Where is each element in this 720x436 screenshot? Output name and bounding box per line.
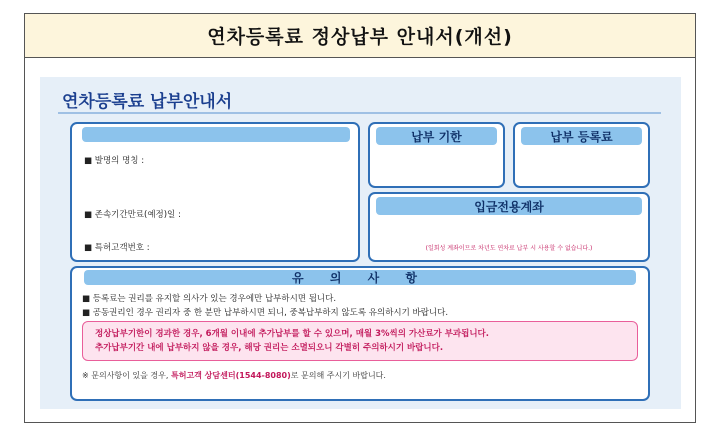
contact-info — [82, 370, 386, 381]
registration-fee-label: 납부 등록료 — [521, 127, 642, 145]
warning-line: 추가납부기간 내에 납부하지 않을 경우, 해당 권리는 소멸되오니 각별히 주의하시기 바랍니다. — [95, 343, 444, 353]
payment-deadline-label: 납부 기한 — [376, 127, 497, 145]
customer-center-link: 특허고객 상담센터(1544-8080) — [170, 371, 291, 380]
invention-name-field: ■ 발명의 명칭 : — [84, 156, 145, 166]
caution-heading: 유 의 사 항 — [84, 270, 636, 285]
account-note: (일회성 계좌이므로 차년도 연차료 납부 시 사용할 수 없습니다.) — [425, 245, 593, 252]
page-title: 연차등록료 정상납부 안내서(개선) — [25, 14, 695, 58]
title-divider — [58, 112, 661, 114]
caution-box — [70, 266, 650, 401]
deposit-account-box — [368, 192, 650, 262]
registration-fee-box — [513, 122, 650, 188]
payment-deadline-box — [368, 122, 505, 188]
contact-prefix: ※ 문의사항이 있을 경우, — [82, 371, 171, 380]
customer-number-field: ■ 특허고객번호 : — [84, 243, 150, 253]
rights-info-header — [82, 127, 350, 142]
caution-bullet: ■ 등록료는 권리를 유지할 의사가 있는 경우에만 납부하시면 됩니다. — [82, 294, 337, 304]
warning-line: 정상납부기한이 경과한 경우, 6개월 이내에 추가납부를 할 수 있으며, 매월 3%씩의 가산료가 부과됩니다. — [95, 329, 489, 339]
late-payment-warning — [82, 321, 638, 361]
expiry-date-field: ■ 존속기간만료(예정)일 : — [84, 210, 181, 220]
notice-title: 연차등록료 납부안내서 — [62, 92, 233, 112]
deposit-account-label: 입금전용계좌 — [376, 197, 642, 215]
contact-suffix: 로 문의해 주시기 바랍니다. — [290, 371, 386, 380]
rights-info-box — [70, 122, 360, 262]
payment-notice — [40, 77, 681, 409]
caution-bullet: ■ 공동권리인 경우 권리자 중 한 분만 납부하시면 되니, 중복납부하지 않도록 유의하시기 바랍니다. — [82, 308, 449, 318]
